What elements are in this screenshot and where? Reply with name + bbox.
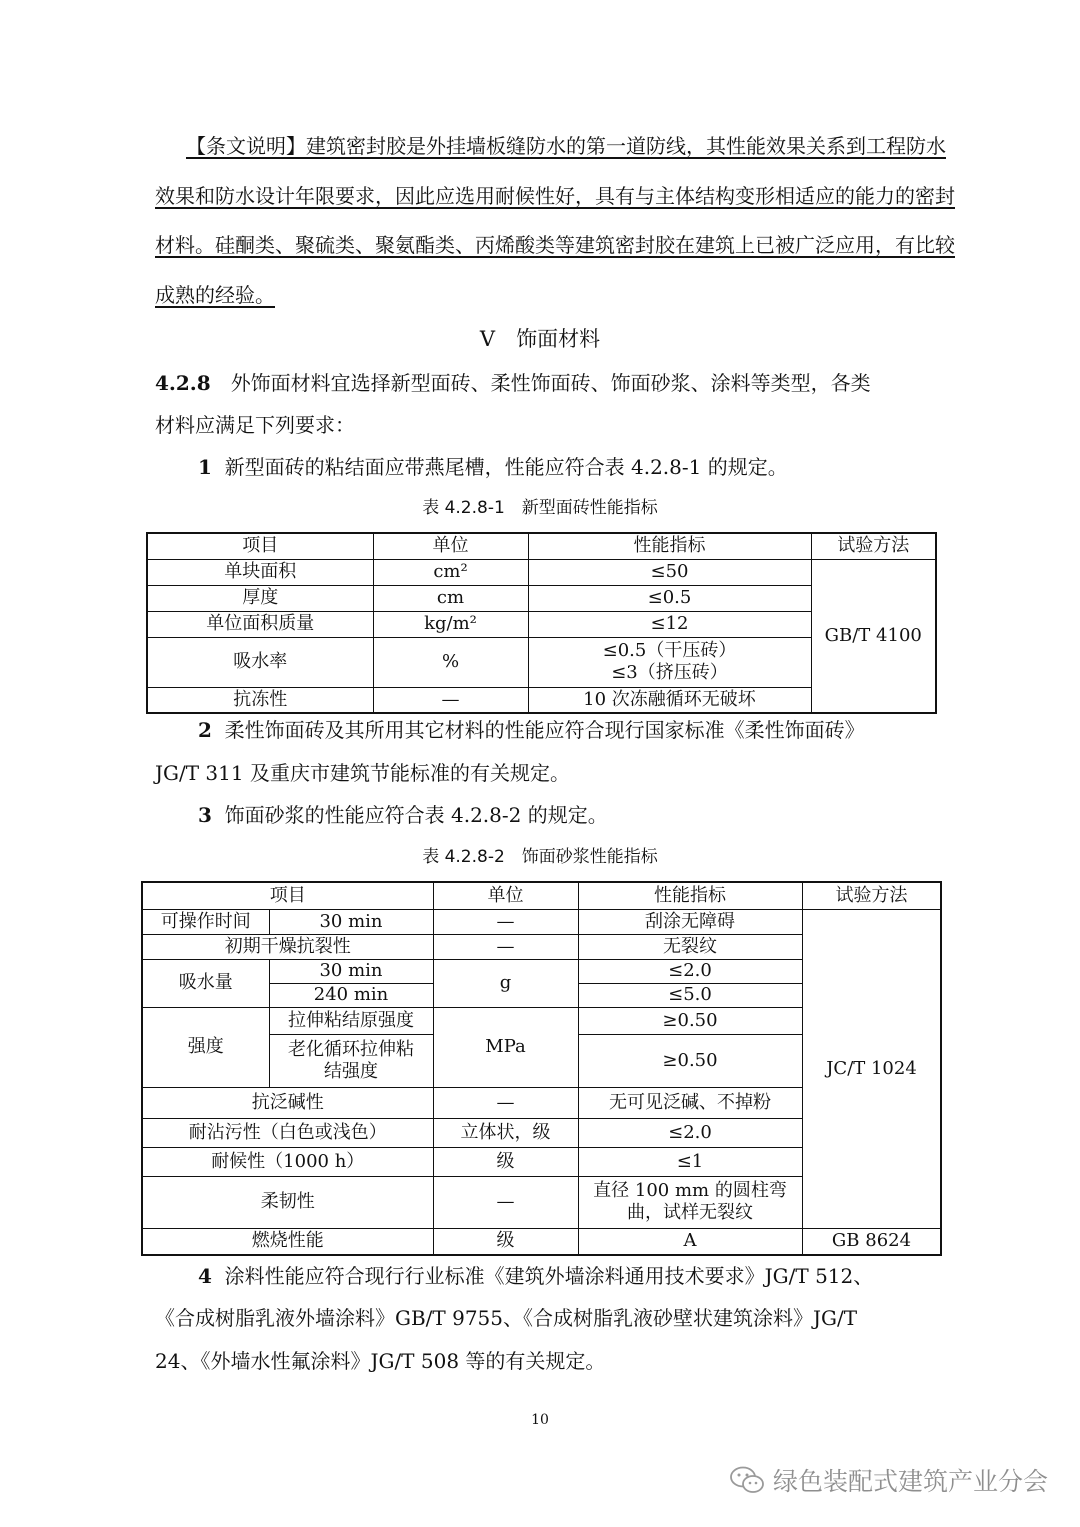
item-4-line-2: 《合成树脂乳液外墙涂料》GB/T 9755、《合成树脂乳液砂壁状建筑涂料》JG/T	[155, 1306, 858, 1330]
header-cell: 单位	[373, 533, 528, 559]
table-header-row	[147, 533, 936, 559]
watermark-text: 绿色装配式建筑产业分会	[772, 1467, 1048, 1496]
table-cell: 240 min	[269, 983, 433, 1007]
table-cell: %	[373, 637, 528, 687]
note-line-1: 【条文说明】建筑密封胶是外挂墙板缝防水的第一道防线，其性能效果关系到工程防水	[186, 134, 946, 158]
clause-number: 4.2.8	[155, 371, 211, 395]
table-cell: 可操作时间	[142, 909, 269, 934]
item-2-number: 2	[198, 718, 212, 742]
item-3-text: 饰面砂浆的性能应符合表 4.2.8-2 的规定。	[224, 803, 608, 827]
header-cell: 试验方法	[802, 882, 941, 909]
item-3	[198, 801, 608, 829]
table-cell: 燃烧性能	[142, 1228, 433, 1255]
table-cell: —	[433, 1087, 578, 1118]
table-cell: ≤50	[528, 559, 811, 585]
clause-line-1	[155, 369, 871, 397]
table-cell: 吸水率	[147, 637, 373, 687]
wechat-icon	[729, 1465, 765, 1495]
table-cell: 柔韧性	[142, 1176, 433, 1228]
table-cell: ≤1	[578, 1147, 802, 1176]
table-cell: cm²	[373, 559, 528, 585]
table-cell: 立体状，级	[433, 1118, 578, 1147]
table-cell: 10 次冻融循环无破坏	[528, 687, 811, 713]
item-4-number: 4	[198, 1264, 212, 1288]
test-method-cell: JC/T 1024	[802, 909, 941, 1228]
cell-line: 曲，试样无裂纹	[627, 1202, 753, 1223]
item-1-text: 新型面砖的粘结面应带燕尾槽，性能应符合表 4.2.8-1 的规定。	[224, 455, 788, 479]
cell-line: 直径 100 mm 的圆柱弯	[593, 1180, 787, 1201]
item-3-number: 3	[198, 803, 212, 827]
cell-line: 结强度	[324, 1060, 378, 1082]
cell-line: 老化循环拉伸粘	[288, 1038, 414, 1060]
table-cell: ≤5.0	[578, 983, 802, 1007]
clause-text-1: 外饰面材料宜选择新型面砖、柔性饰面砖、饰面砂浆、涂料等类型，各类	[230, 371, 871, 395]
table-header-row	[142, 882, 941, 909]
item-2-line-1	[198, 716, 865, 744]
table-cell: 单位面积质量	[147, 611, 373, 637]
table-cell: ≤0.5	[528, 585, 811, 611]
item-4-text-1: 涂料性能应符合现行行业标准《建筑外墙涂料通用技术要求》JG/T 512、	[224, 1264, 874, 1288]
table-row	[147, 559, 936, 585]
table-cell: 无裂纹	[578, 934, 802, 959]
header-cell: 项目	[142, 882, 433, 909]
table-cell: 刮涂无障碍	[578, 909, 802, 934]
table-cell: kg/m²	[373, 611, 528, 637]
table-cell: 抗冻性	[147, 687, 373, 713]
table-cell	[528, 637, 811, 687]
table-cell: 级	[433, 1147, 578, 1176]
table-cell: 厚度	[147, 585, 373, 611]
table-cell: 抗泛碱性	[142, 1087, 433, 1118]
item-1-number: 1	[198, 455, 212, 479]
table-cell: ≤12	[528, 611, 811, 637]
table-cell: 无可见泛碱、不掉粉	[578, 1087, 802, 1118]
header-cell: 性能指标	[528, 533, 811, 559]
table-4-2-8-2	[141, 881, 942, 1256]
test-method-cell: GB 8624	[802, 1228, 941, 1255]
header-cell: 项目	[147, 533, 373, 559]
table-4-2-8-1	[146, 532, 937, 714]
table-cell: 级	[433, 1228, 578, 1255]
item-1	[198, 453, 788, 481]
table-row	[142, 909, 941, 934]
note-line-3: 材料。硅酮类、聚硫类、聚氨酯类、丙烯酸类等建筑密封胶在建筑上已被广泛应用，有比较	[155, 233, 955, 257]
table-cell: ≥0.50	[578, 1007, 802, 1034]
note-line-4: 成熟的经验。	[155, 283, 275, 307]
item-4-line-1	[198, 1262, 873, 1290]
section-heading: V 饰面材料	[479, 327, 601, 351]
table-cell: cm	[373, 585, 528, 611]
table-cell: 耐候性（1000 h）	[142, 1147, 433, 1176]
note-line-2: 效果和防水设计年限要求，因此应选用耐候性好，具有与主体结构变形相适应的能力的密封	[155, 184, 955, 208]
cell-line: ≤3（挤压砖）	[611, 662, 728, 683]
header-cell: 性能指标	[578, 882, 802, 909]
header-cell: 单位	[433, 882, 578, 909]
table-cell: 吸水量	[142, 959, 269, 1007]
table-cell: 30 min	[269, 909, 433, 934]
table-cell: ≥0.50	[578, 1034, 802, 1087]
cell-line: ≤0.5（干压砖）	[602, 640, 737, 661]
table-cell: MPa	[433, 1007, 578, 1087]
page-number: 10	[531, 1412, 549, 1428]
item-2-line-2: JG/T 311 及重庆市建筑节能标准的有关规定。	[155, 761, 570, 785]
table-cell: 耐沾污性（白色或浅色）	[142, 1118, 433, 1147]
table-cell: 强度	[142, 1007, 269, 1087]
table-cell: A	[578, 1228, 802, 1255]
table-cell: —	[433, 934, 578, 959]
table-cell: ≤2.0	[578, 959, 802, 983]
table1-caption: 表 4.2.8-1 新型面砖性能指标	[422, 498, 658, 518]
table-cell: 30 min	[269, 959, 433, 983]
table-cell: —	[433, 909, 578, 934]
table2-caption: 表 4.2.8-2 饰面砂浆性能指标	[422, 847, 658, 867]
table-cell	[578, 1176, 802, 1228]
header-cell: 试验方法	[811, 533, 936, 559]
item-2-text-1: 柔性饰面砖及其所用其它材料的性能应符合现行国家标准《柔性饰面砖》	[224, 718, 865, 742]
table-cell: —	[433, 1176, 578, 1228]
watermark	[729, 1462, 1048, 1498]
table-cell: 单块面积	[147, 559, 373, 585]
table-cell: —	[373, 687, 528, 713]
test-method-cell: GB/T 4100	[811, 559, 936, 713]
item-4-line-3: 24、《外墙水性氟涂料》JG/T 508 等的有关规定。	[155, 1349, 606, 1373]
table-cell: 初期干燥抗裂性	[142, 934, 433, 959]
table-cell	[269, 1034, 433, 1087]
table-cell: 拉伸粘结原强度	[269, 1007, 433, 1034]
clause-line-2: 材料应满足下列要求：	[155, 413, 355, 437]
table-cell: ≤2.0	[578, 1118, 802, 1147]
table-row	[142, 1228, 941, 1255]
table-cell: g	[433, 959, 578, 1007]
